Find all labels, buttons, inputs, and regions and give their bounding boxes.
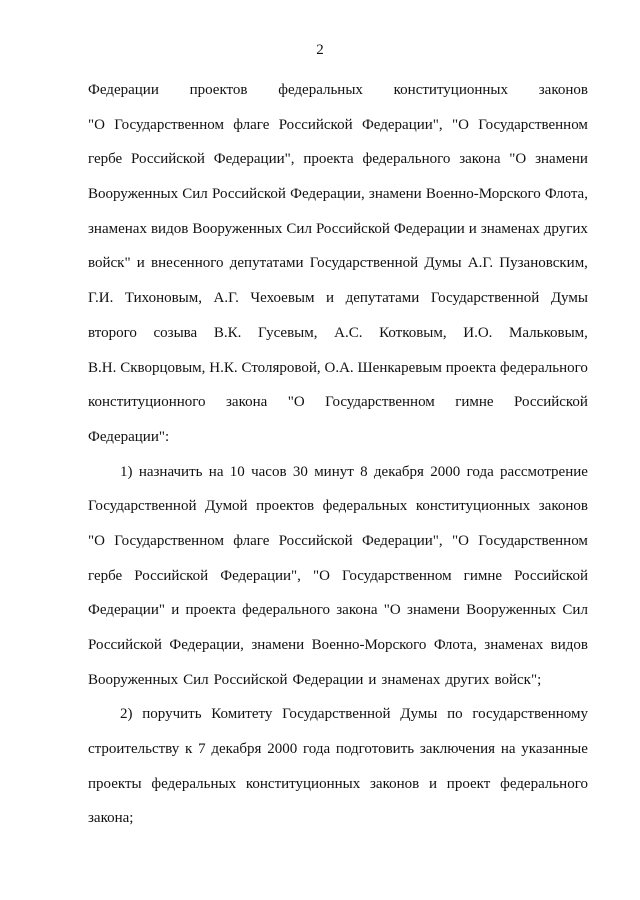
text-line bbox=[88, 530, 588, 565]
word: декабря bbox=[211, 741, 262, 758]
word: назначить bbox=[138, 463, 203, 480]
word: созыва bbox=[153, 324, 198, 341]
word: Сил bbox=[562, 602, 588, 619]
word: Вооруженных bbox=[88, 671, 179, 688]
word: и bbox=[368, 671, 377, 688]
word: А.С. bbox=[334, 324, 363, 341]
word: Российской bbox=[514, 394, 588, 411]
word: Федерации", bbox=[213, 151, 295, 168]
word: Военно-Морского bbox=[311, 637, 427, 653]
word: знаменах bbox=[484, 637, 544, 653]
word: депутатами bbox=[229, 255, 304, 272]
word: Российской bbox=[278, 532, 353, 549]
word: поручить bbox=[142, 706, 202, 723]
text-line bbox=[88, 738, 588, 773]
word: Российской bbox=[134, 567, 209, 584]
word: закона bbox=[459, 151, 501, 168]
word: 10 bbox=[229, 463, 245, 480]
word: депутатами bbox=[345, 290, 420, 307]
word: войск"; bbox=[494, 671, 542, 688]
word: знаменах bbox=[480, 220, 540, 237]
word: конституционных bbox=[415, 498, 531, 515]
word: знамени bbox=[535, 151, 588, 168]
word: Государственном bbox=[478, 532, 588, 549]
word: "О bbox=[383, 602, 401, 619]
word: Вооруженных bbox=[466, 602, 557, 619]
word: Российской bbox=[514, 567, 588, 584]
word: флаге bbox=[233, 532, 270, 549]
word: "О bbox=[287, 394, 305, 411]
word: проекта bbox=[445, 359, 497, 376]
word: гербе bbox=[88, 567, 123, 584]
word: А.Г. bbox=[213, 290, 239, 307]
word: знамени bbox=[251, 637, 305, 653]
word: строительству bbox=[88, 741, 180, 758]
text-line bbox=[88, 218, 588, 253]
word: закона; bbox=[88, 810, 134, 827]
text-line bbox=[88, 322, 588, 357]
word: Столяровой, bbox=[241, 359, 321, 376]
word: Федерации bbox=[393, 220, 465, 237]
word: Федерации" bbox=[88, 602, 165, 619]
word: государственному bbox=[472, 706, 588, 723]
word: В.К. bbox=[213, 324, 242, 341]
text-line bbox=[88, 807, 588, 842]
word: Федерации", bbox=[220, 567, 301, 584]
word: федерального bbox=[500, 359, 588, 376]
word: Шенкаревым bbox=[357, 359, 442, 376]
word: конституционного bbox=[88, 394, 206, 411]
word: "О bbox=[88, 116, 105, 133]
word: Российской bbox=[278, 116, 353, 133]
word: 2) bbox=[120, 706, 133, 723]
word: федеральных bbox=[278, 82, 363, 98]
word: 8 bbox=[360, 463, 368, 480]
word: федеральных bbox=[151, 775, 237, 792]
word: Пузановским, bbox=[499, 255, 588, 272]
word: видов bbox=[550, 637, 588, 653]
text-line bbox=[88, 565, 588, 600]
word: знаменах bbox=[88, 220, 147, 237]
word: закона bbox=[336, 602, 378, 619]
word: Мальковым, bbox=[509, 324, 588, 341]
text-line bbox=[88, 183, 588, 218]
word: и bbox=[136, 255, 145, 272]
word: Государственной bbox=[282, 706, 391, 723]
word: конституционных bbox=[393, 82, 508, 98]
word: войск" bbox=[88, 255, 131, 272]
word: проектов bbox=[256, 498, 315, 515]
word: Флота, bbox=[433, 637, 477, 653]
word: гимне bbox=[463, 567, 503, 584]
word: и bbox=[171, 602, 180, 619]
word: видов bbox=[150, 220, 189, 237]
word: Федерации, bbox=[169, 637, 244, 653]
word: Государственном bbox=[114, 532, 224, 549]
word: гимне bbox=[455, 394, 494, 411]
word: Думой bbox=[205, 498, 248, 515]
word: знамени bbox=[368, 186, 422, 203]
word: знаменах bbox=[381, 671, 441, 688]
word: к bbox=[185, 741, 193, 758]
word: года bbox=[303, 741, 331, 758]
word: законов bbox=[538, 498, 588, 515]
word: рассмотрение bbox=[500, 463, 588, 480]
text-line bbox=[88, 79, 588, 114]
word: на bbox=[208, 463, 224, 480]
word: внесенного bbox=[151, 255, 224, 272]
word: "О bbox=[451, 532, 469, 549]
page-number: 2 bbox=[316, 42, 324, 58]
word: Думы bbox=[424, 255, 462, 272]
text-line bbox=[88, 357, 588, 392]
word: Российской bbox=[315, 220, 390, 237]
word: минут bbox=[314, 463, 354, 480]
word: Государственной bbox=[430, 290, 540, 307]
word: Российской bbox=[211, 186, 286, 203]
word: заключения bbox=[419, 741, 496, 758]
word: "О bbox=[509, 151, 527, 168]
word: флаге bbox=[233, 116, 270, 133]
word: Комитету bbox=[211, 706, 273, 723]
text-line bbox=[88, 426, 588, 461]
word: Думы bbox=[550, 290, 588, 307]
word: федерального bbox=[242, 602, 330, 619]
word: Федерации", bbox=[361, 532, 443, 549]
word: 1) bbox=[120, 463, 133, 480]
word: 7 bbox=[198, 741, 206, 758]
text-line bbox=[88, 114, 588, 149]
word: законов bbox=[369, 775, 420, 792]
document-body bbox=[88, 79, 588, 842]
word: Вооруженных bbox=[88, 186, 179, 203]
word: Скворцовым, bbox=[120, 359, 206, 376]
word: Государственном bbox=[478, 116, 588, 133]
word: проекта bbox=[303, 151, 354, 168]
word: федерального bbox=[362, 151, 451, 168]
text-line bbox=[88, 461, 588, 496]
word: проекта bbox=[185, 602, 236, 619]
word: федерального bbox=[500, 775, 588, 792]
word: Вооруженных bbox=[192, 220, 283, 237]
word: 2000 bbox=[267, 741, 298, 758]
word: Котковым, bbox=[379, 324, 447, 341]
word: "О bbox=[312, 567, 330, 584]
word: Флота, bbox=[544, 186, 588, 203]
word: Сил bbox=[286, 220, 312, 237]
text-line bbox=[88, 391, 588, 426]
word: других bbox=[543, 220, 588, 237]
word: других bbox=[445, 671, 490, 688]
word: конституционных bbox=[245, 775, 361, 792]
word: Н.К. bbox=[209, 359, 238, 376]
text-line bbox=[88, 634, 588, 669]
word: закона bbox=[225, 394, 268, 411]
word: Гусевым, bbox=[257, 324, 318, 341]
word: и bbox=[428, 775, 438, 792]
word: О.А. bbox=[324, 359, 354, 376]
word: на bbox=[500, 741, 516, 758]
word: 2000 bbox=[430, 463, 461, 480]
word: А.Г. bbox=[467, 255, 494, 272]
word: Государственном bbox=[341, 567, 452, 584]
word: законов bbox=[538, 82, 588, 98]
word: И.О. bbox=[463, 324, 493, 341]
word: "О bbox=[88, 532, 105, 549]
word: по bbox=[447, 706, 463, 723]
word: гербе bbox=[88, 151, 123, 168]
word: года bbox=[466, 463, 494, 480]
word: Г.И. bbox=[88, 290, 114, 307]
word: Тихоновым, bbox=[124, 290, 203, 307]
word: Чехоевым bbox=[250, 290, 315, 307]
text-line bbox=[88, 148, 588, 183]
text-line bbox=[88, 773, 588, 808]
text-line bbox=[88, 252, 588, 287]
word: подготовить bbox=[335, 741, 415, 758]
word: и bbox=[468, 220, 477, 237]
word: часов bbox=[251, 463, 287, 480]
word: проекты bbox=[88, 775, 142, 792]
word: федеральных bbox=[322, 498, 408, 515]
word: проектов bbox=[189, 82, 248, 98]
word: Государственной bbox=[88, 498, 197, 515]
word: проект bbox=[446, 775, 491, 792]
word: Российской bbox=[213, 671, 288, 688]
word: Государственном bbox=[114, 116, 224, 133]
word: Государственной bbox=[309, 255, 419, 272]
text-line bbox=[88, 287, 588, 322]
word: В.Н. bbox=[88, 359, 117, 376]
word: Сил bbox=[183, 671, 209, 688]
word: декабря bbox=[373, 463, 424, 480]
word: 30 bbox=[292, 463, 308, 480]
word: Государственном bbox=[325, 394, 435, 411]
word: Федерации bbox=[292, 671, 364, 688]
word: указанные bbox=[521, 741, 588, 758]
word: знамени bbox=[407, 602, 460, 619]
word: Федерации, bbox=[290, 186, 365, 203]
word: Федерации bbox=[88, 82, 159, 98]
word: "О bbox=[451, 116, 469, 133]
text-line bbox=[88, 703, 588, 738]
text-line bbox=[88, 669, 588, 704]
word: Российской bbox=[88, 637, 162, 653]
word: Думы bbox=[400, 706, 438, 723]
word: Военно-Морского bbox=[425, 186, 541, 203]
word: Российской bbox=[131, 151, 205, 168]
text-line bbox=[88, 599, 588, 634]
word: второго bbox=[88, 324, 137, 341]
word: и bbox=[326, 290, 335, 307]
word: Сил bbox=[182, 186, 208, 203]
word: Федерации": bbox=[88, 428, 170, 445]
word: Федерации", bbox=[361, 116, 443, 133]
text-line bbox=[88, 495, 588, 530]
